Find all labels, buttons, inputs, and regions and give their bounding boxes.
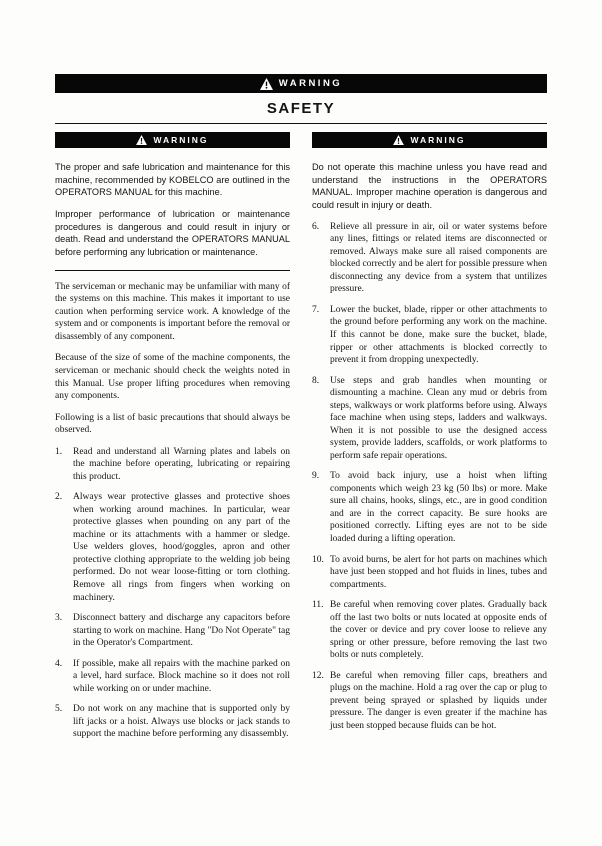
list-item-number: 7. [312,304,320,315]
list-item-text: Use steps and grab handles when mounting or dismounting a machine. Clean any mud or debris from steps, walkways or work platforms before using. Always face machine when using steps, ladders and walkways. When it is not possible to use the designed access system, provide ladders, scaffolds, or work platforms to perform safe repair operations. [330,375,547,461]
left-intro-paragraph-2: Improper performance of lubrication or maintenance procedures is dangerous and could result in injury or death. Read and understand the OPERATORS MANUAL before performing any lubrication or maintenance. [55,209,290,258]
list-item-text: Be careful when removing cover plates. Gradually back off the last two bolts or nuts located at opposite ends of the cover or device and pry cover loose to relieve any spring or other pressure, before removing the last two bolts or nuts completely. [330,600,547,661]
left-body-paragraph-3: Following is a list of basic precautions that should always be observed. [55,412,290,436]
two-column-layout [55,132,547,749]
left-warning-label: WARNING [153,135,209,145]
list-item-number: 12. [312,670,324,681]
top-warning-banner [55,74,547,93]
list-item [312,670,547,733]
list-item-text: Do not work on any machine that is supported only by lift jacks or a hoist. Always use blocks or jack stands to support the machine before performing any disassembly. [73,704,290,740]
warning-triangle-icon [393,135,404,145]
right-column [312,132,547,749]
list-item [55,658,290,696]
list-item-number: 2. [55,492,63,503]
left-column-divider [55,270,290,271]
left-warning-banner [55,132,290,148]
right-intro-paragraph: Do not operate this machine unless you have read and understand the instructions in the OPERATORS MANUAL. Improper machine operation is dangerous and could result in injury or death. [312,162,547,211]
left-body-paragraph-1: The serviceman or mechanic may be unfamiliar with many of the systems on this machine. This makes it important to use caution when performing service work. A knowledge of the system and or components is important before the removal or disassembly of any component. [55,281,290,342]
list-item-text: Read and understand all Warning plates and labels on the machine before operating, lubricating or repairing this product. [73,446,290,482]
list-item-text: To avoid back injury, use a hoist when lifting components which weigh 23 kg (50 lbs) or more. Make sure all chains, hooks, slings, etc., are in good condition and are in the correct capacity. Be sure hooks are positioned correctly. Lifting eyes are not to be side loaded during a lifting operation. [330,471,547,544]
warning-triangle-icon [260,78,273,90]
list-item-text: Always wear protective glasses and protective shoes when working around machines. In particular, wear protective glasses when pounding on any part of the machine or its attachments with a hammer or sledge. Use welders gloves, hood/goggles, apron and other protective clothing appropriate to the welding job being performed. Do not wear loose-fitting or torn clothing. Remove all rings from fingers when working on machinery. [73,492,290,603]
left-body-paragraph-2: Because of the size of some of the machine components, the serviceman or mechanic should check the weights noted in this Manual. Use proper lifting procedures when removing any components. [55,353,290,402]
list-item-text: Relieve all pressure in air, oil or water systems before any lines, fittings or related items are disconnected or removed. Always make sure all raised components are blocked correctly and be alert for possible pressure when disconnecting any device from a system that untilizes pressure. [330,221,547,295]
list-item-number: 1. [55,446,63,457]
top-warning-label: WARNING [278,78,343,89]
list-item-text: To avoid burns, be alert for hot parts on machines which have just been stopped and hot fluids in lines, tubes and compartments. [330,554,547,590]
list-item [55,446,290,484]
list-item-number: 5. [55,704,63,715]
left-intro-paragraph-1: The proper and safe lubrication and maintenance for this machine, recommended by KOBELCO are outlined in the OPERATORS MANUAL for this machine. [55,162,290,198]
list-item-number: 10. [312,554,324,565]
list-item-number: 3. [55,613,63,624]
list-item-number: 6. [312,221,320,232]
warning-triangle-icon [136,135,147,145]
precaution-list-1-5 [55,446,290,741]
list-item-text: Disconnect battery and discharge any capacitors before starting to work on machine. Hang "Do Not Operate" tag in the Operator's Compartment. [73,613,290,649]
list-item [55,703,290,741]
list-item [55,612,290,650]
list-item [312,554,547,592]
list-item-text: Lower the bucket, blade, ripper or other attachments to the ground before performing any work on the machine. If this cannot be done, make sure the bucket, blade, ripper or other attachments is blocked correctly to prevent it from dropping unexpectedly. [330,304,547,366]
title-divider [55,123,547,124]
list-item-number: 4. [55,658,63,669]
left-column [55,132,290,749]
list-item [312,599,547,662]
list-item-text: Be careful when removing filler caps, breathers and plugs on the machine. Hold a rag over the cap or plug to prevent being sprayed or splashed by liquids under pressure. The danger is even greater if the machine has just been stopped because fluids can be hot. [330,670,547,731]
list-item-text: If possible, make all repairs with the machine parked on a level, hard surface. Block machine so it does not roll while working on or under machine. [73,658,290,694]
list-item [312,221,547,296]
page-title: SAFETY [266,100,336,117]
list-item-number: 11. [312,600,324,611]
list-item-number: 9. [312,471,320,482]
list-item [55,491,290,604]
precaution-list-6-12 [312,221,547,733]
list-item-number: 8. [312,375,320,386]
list-item [312,304,547,367]
list-item [312,470,547,545]
right-warning-banner [312,132,547,148]
list-item [312,375,547,463]
right-warning-label: WARNING [410,135,466,145]
